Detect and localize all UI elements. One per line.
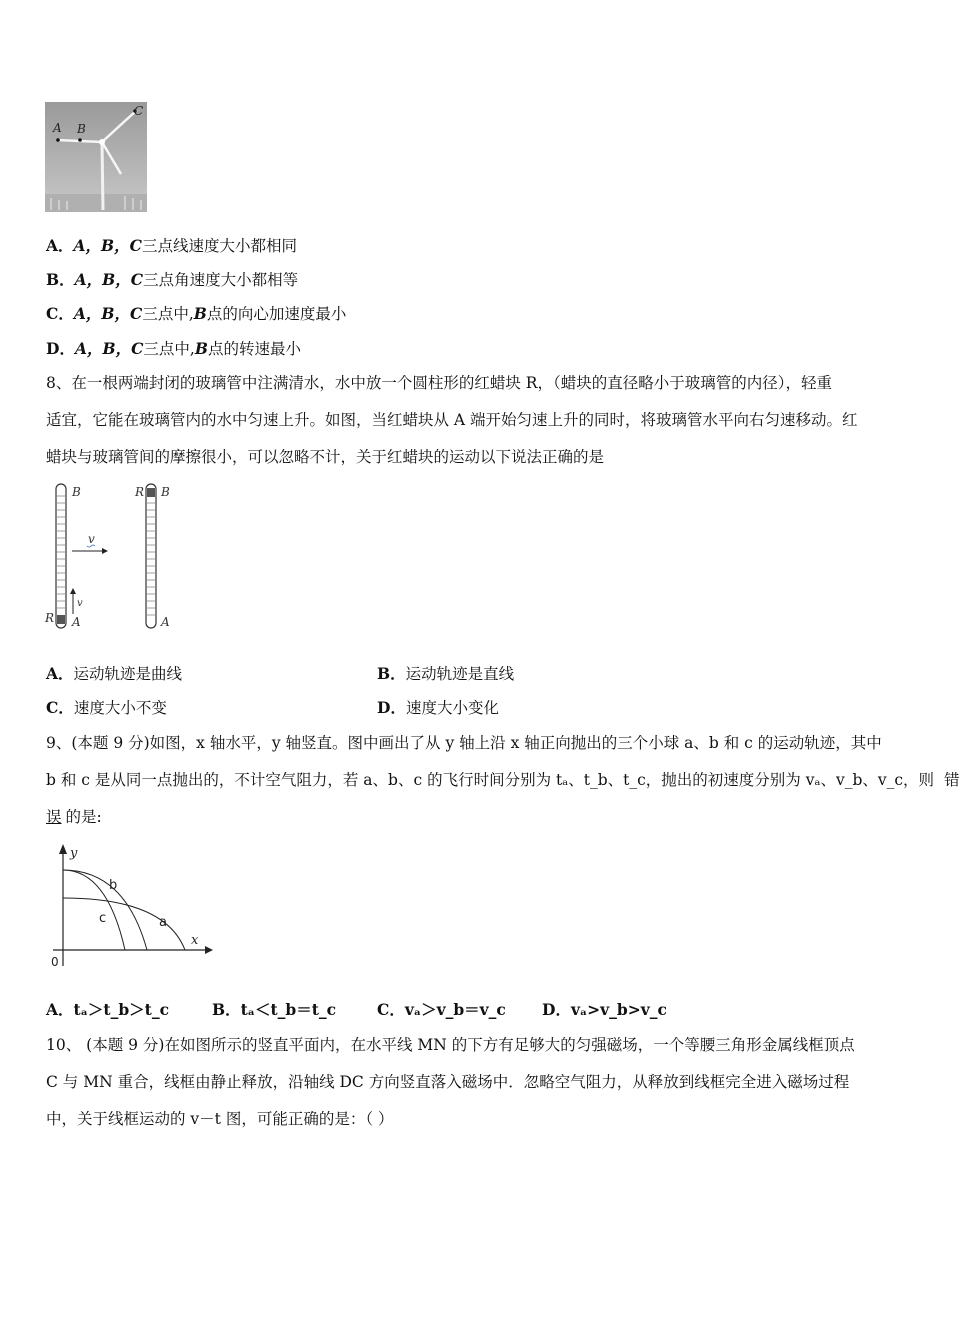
q8-option-a[interactable]: A．运动轨迹是曲线 [46, 664, 183, 683]
q9-stem-line-2: b 和 c 是从同一点抛出的，不计空气阻力，若 a、b、c 的飞行时间分别为 tₐ、t_b、t_c，抛出的初速度分别为 vₐ、v_b、v_c，则 错 [46, 771, 960, 789]
q9-option-c[interactable]: C．vₐ＞v_b＝v_c [377, 1000, 506, 1019]
tube-left [44, 484, 108, 629]
label-v-up: v [77, 598, 83, 609]
q8-option-d[interactable]: D．速度大小变化 [377, 698, 499, 717]
q9-stem-line-1: 9、(本题 9 分)如图，x 轴水平，y 轴竖直。图中画出了从 y 轴上沿 x 轴正向抛出的三个小球 a、b 和 c 的运动轨迹，其中 [46, 734, 882, 752]
tube-right [134, 484, 170, 629]
q9-option-d[interactable]: D．vₐ>v_b>v_c [542, 1000, 667, 1019]
wind-turbine-figure [45, 102, 147, 212]
label-r-2: R [135, 485, 145, 499]
glass-tube-figure [40, 478, 190, 638]
label-c: C [134, 104, 144, 118]
q8-stem-line-1: 8、在一根两端封闭的玻璃管中注满清水，水中放一个圆柱形的红蜡块 R，（蜡块的直径略小于玻璃管的内径），轻重 [46, 374, 832, 392]
q8-option-b[interactable]: B．运动轨迹是直线 [377, 664, 515, 683]
q10-stem-line-2: C 与 MN 重合，线框由静止释放，沿轴线 DC 方向竖直落入磁场中．忽略空气阻力，从释放到线框完全进入磁场过程 [46, 1073, 850, 1091]
label-c: c [99, 911, 107, 926]
point-a [56, 138, 60, 142]
label-a: a [159, 915, 167, 930]
red-wax-block-top [147, 488, 155, 497]
red-wax-block [57, 615, 65, 624]
label-v-right: v [88, 532, 95, 546]
q8-stem-line-3: 蜡块与玻璃管间的摩擦很小，可以忽略不计，关于红蜡块的运动以下说法正确的是 [46, 448, 605, 466]
label-a: A [53, 121, 62, 135]
point-b [78, 138, 82, 142]
label-r: R [45, 611, 55, 625]
q10-stem-line-3: 中，关于线框运动的 v－t 图，可能正确的是：（ ） [46, 1110, 394, 1128]
q7-option-d[interactable]: D．A，B，C三点中,B点的转速最小 [46, 339, 301, 358]
q7-option-c[interactable]: C．A，B，C三点中,B点的向心加速度最小 [46, 304, 347, 323]
trajectory-figure [45, 842, 215, 970]
q8-stem-line-2: 适宜，它能在玻璃管内的水中匀速上升。如图，当红蜡块从 A 端开始匀速上升的同时，将玻璃管水平向右匀速移动。红 [46, 411, 858, 429]
q9-stem-line-3: 误 的是: [46, 808, 102, 826]
label-b-2: B [161, 485, 170, 499]
x-label: x [191, 933, 199, 948]
q8-option-c[interactable]: C．速度大小不变 [46, 698, 167, 717]
label-b: B [72, 485, 81, 499]
label-a: A [72, 615, 81, 629]
label-b: B [77, 122, 86, 136]
trajectory-b [63, 870, 147, 950]
origin-label: 0 [51, 955, 59, 969]
label-b: b [109, 878, 118, 893]
label-a-2: A [161, 615, 170, 629]
q10-stem-line-1: 10、 (本题 9 分)在如图所示的竖直平面内，在水平线 MN 的下方有足够大的匀强磁场，一个等腰三角形金属线框顶点 [46, 1036, 855, 1054]
q7-option-b[interactable]: B．A，B，C三点角速度大小都相等 [46, 270, 299, 289]
q7-option-a[interactable]: A．A，B，C三点线速度大小都相同 [46, 236, 298, 255]
y-label: y [70, 846, 78, 861]
q9-option-b[interactable]: B．tₐ＜t_b＝t_c [212, 1000, 337, 1019]
q9-option-a[interactable]: A．tₐ＞t_b＞t_c [46, 1000, 170, 1019]
